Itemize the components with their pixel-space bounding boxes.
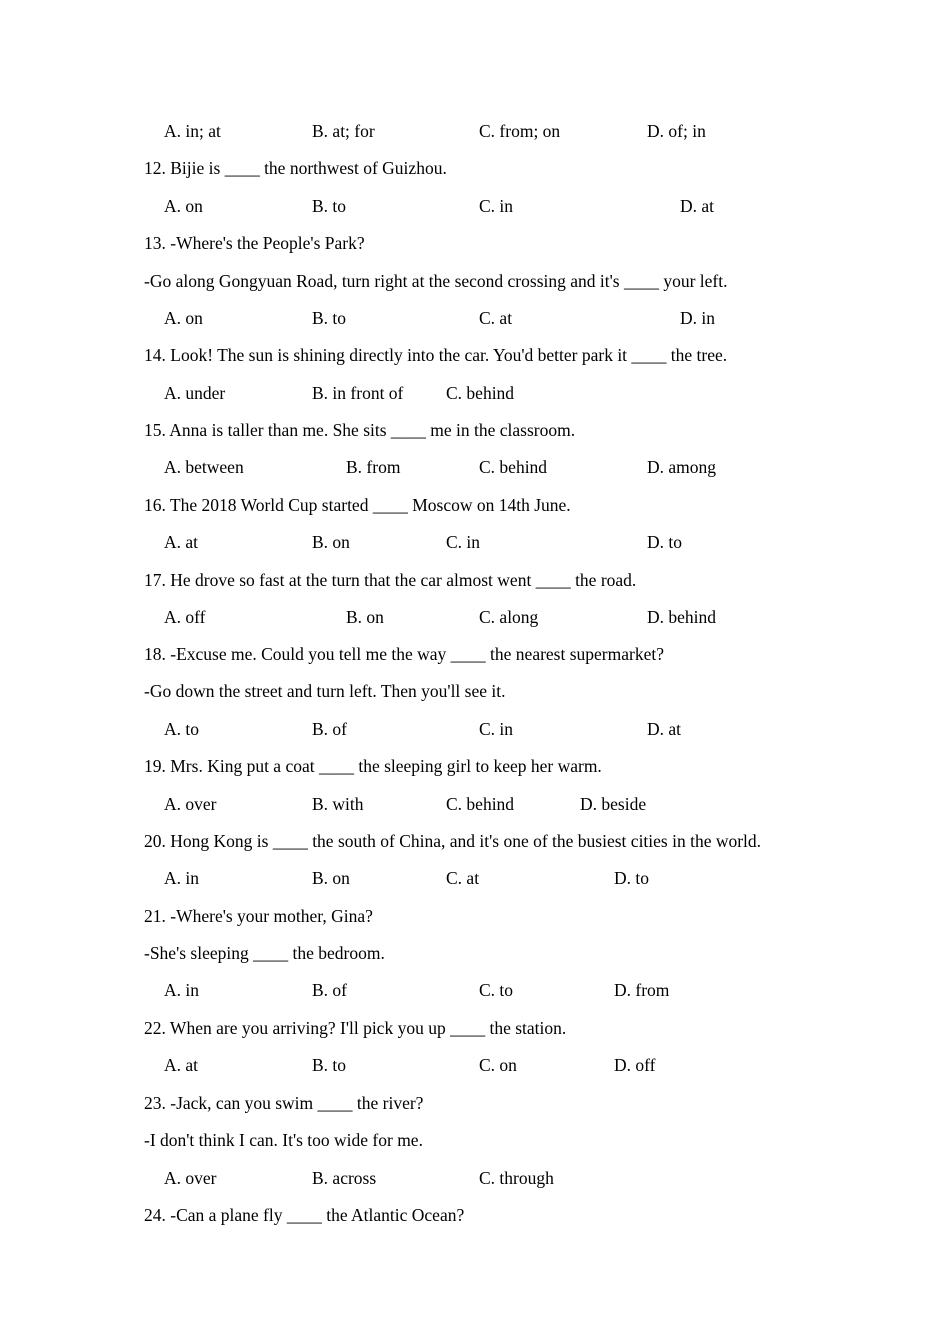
option-a: A. at	[164, 532, 199, 552]
option-d: D. beside	[580, 794, 647, 814]
question-line: 22. When are you arriving? I'll pick you up ____ the station.	[144, 1018, 567, 1038]
question-line: 14. Look! The sun is shining directly into the car. You'd better park it ____ the tree.	[144, 345, 728, 365]
option-b: B. to	[312, 1055, 347, 1075]
option-d: D. behind	[647, 607, 717, 627]
option-a: A. over	[164, 794, 217, 814]
option-a: A. in	[164, 868, 199, 888]
question-line: -Go along Gongyuan Road, turn right at the second crossing and it's ____ your left.	[144, 271, 728, 291]
option-c: C. at	[446, 868, 480, 888]
option-a: A. in; at	[164, 121, 221, 141]
option-d: D. from	[614, 980, 670, 1000]
question-line: -Go down the street and turn left. Then you'll see it.	[144, 681, 506, 701]
question-line: 18. -Excuse me. Could you tell me the way ____ the nearest supermarket?	[144, 644, 664, 664]
option-b: B. at; for	[312, 121, 375, 141]
option-a: A. off	[164, 607, 206, 627]
option-d: D. at	[680, 196, 715, 216]
question-line: 15. Anna is taller than me. She sits ____ me in the classroom.	[144, 420, 576, 440]
question-line: -I don't think I can. It's too wide for me.	[144, 1130, 423, 1150]
option-c: C. through	[479, 1168, 554, 1188]
option-c: C. to	[479, 980, 514, 1000]
option-b: B. on	[312, 532, 350, 552]
option-c: C. in	[446, 532, 481, 552]
option-d: D. off	[614, 1055, 656, 1075]
question-line: 24. -Can a plane fly ____ the Atlantic Ocean?	[144, 1205, 465, 1225]
option-d: D. to	[647, 532, 682, 552]
option-c: C. in	[479, 719, 514, 739]
option-b: B. from	[346, 457, 401, 477]
option-c: C. at	[479, 308, 513, 328]
option-a: A. under	[164, 383, 226, 403]
option-b: B. on	[312, 868, 350, 888]
question-line: 23. -Jack, can you swim ____ the river?	[144, 1093, 424, 1113]
question-line: 13. -Where's the People's Park?	[144, 233, 365, 253]
option-b: B. with	[312, 794, 364, 814]
option-c: C. on	[479, 1055, 517, 1075]
question-line: 17. He drove so fast at the turn that the car almost went ____ the road.	[144, 570, 637, 590]
option-a: A. at	[164, 1055, 199, 1075]
question-line: 19. Mrs. King put a coat ____ the sleeping girl to keep her warm.	[144, 756, 602, 776]
option-c: C. behind	[479, 457, 548, 477]
option-b: B. to	[312, 308, 347, 328]
question-line: 16. The 2018 World Cup started ____ Moscow on 14th June.	[144, 495, 571, 515]
question-line: -She's sleeping ____ the bedroom.	[144, 943, 385, 963]
option-d: D. in	[680, 308, 715, 328]
option-a: A. over	[164, 1168, 217, 1188]
option-a: A. to	[164, 719, 199, 739]
question-line: 21. -Where's your mother, Gina?	[144, 906, 373, 926]
option-a: A. on	[164, 308, 203, 328]
option-b: B. on	[346, 607, 384, 627]
option-b: B. of	[312, 719, 347, 739]
option-a: A. in	[164, 980, 199, 1000]
option-d: D. at	[647, 719, 682, 739]
option-a: A. between	[164, 457, 244, 477]
option-c: C. behind	[446, 794, 515, 814]
option-b: B. across	[312, 1168, 377, 1188]
question-line: 12. Bijie is ____ the northwest of Guizhou.	[144, 158, 447, 178]
option-c: C. in	[479, 196, 514, 216]
option-b: B. in front of	[312, 383, 404, 403]
option-a: A. on	[164, 196, 203, 216]
option-d: D. of; in	[647, 121, 706, 141]
option-b: B. to	[312, 196, 347, 216]
option-c: C. from; on	[479, 121, 561, 141]
question-line: 20. Hong Kong is ____ the south of China, and it's one of the busiest cities in the world.	[144, 831, 762, 851]
option-b: B. of	[312, 980, 347, 1000]
option-d: D. to	[614, 868, 649, 888]
option-c: C. along	[479, 607, 539, 627]
option-d: D. among	[647, 457, 717, 477]
option-c: C. behind	[446, 383, 515, 403]
